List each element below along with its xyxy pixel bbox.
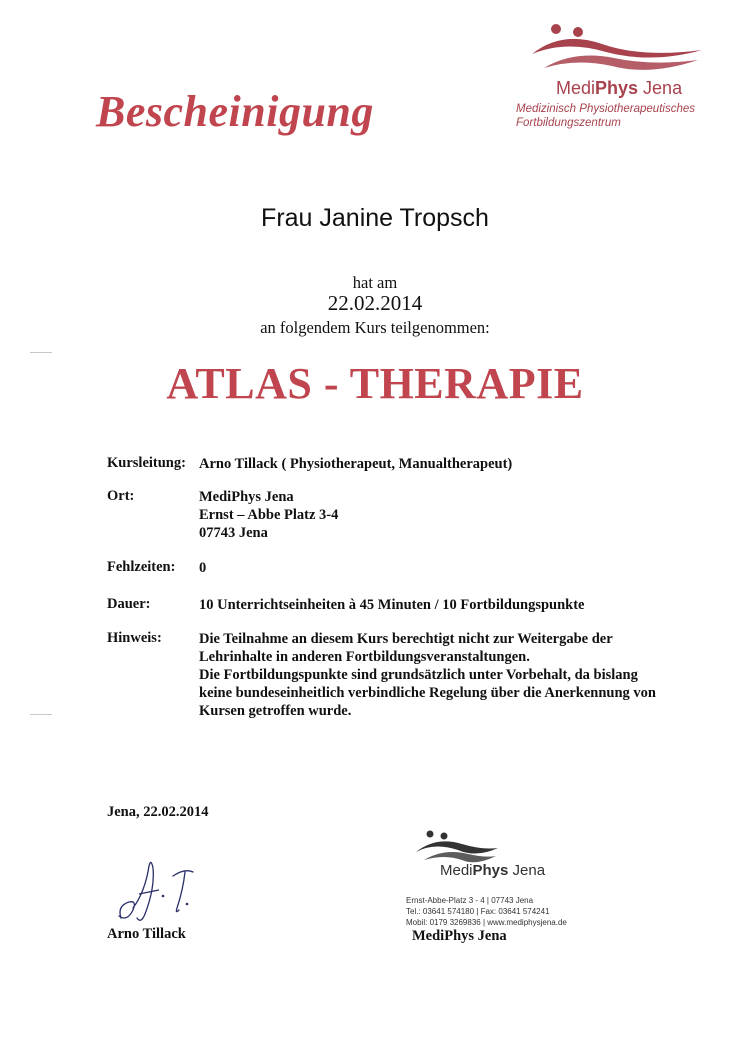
dauer-value: 10 Unterrichtseinheiten à 45 Minuten / 10 Fortbildungspunkte bbox=[199, 597, 585, 613]
signature bbox=[115, 852, 205, 931]
organization-name: MediPhys Jena bbox=[412, 928, 507, 944]
hinweis-value bbox=[199, 630, 699, 720]
fehlzeiten-value: 0 bbox=[199, 560, 207, 576]
course-date: 22.02.2014 bbox=[327, 291, 423, 315]
stamp-address: Ernst-Abbe-Platz 3 - 4 | 07743 Jena bbox=[406, 896, 534, 905]
mediphys-stamp-icon bbox=[410, 826, 500, 866]
ort-label: Ort: bbox=[107, 488, 135, 504]
stamp-contact bbox=[406, 895, 586, 928]
kursleitung-label: Kursleitung: bbox=[107, 455, 186, 471]
fehlzeiten-label: Fehlzeiten: bbox=[107, 559, 176, 575]
stamp-web: Mobil: 0179 3269836 | www.mediphysjena.de bbox=[406, 918, 567, 927]
hinweis-line: Kursen getroffen wurde. bbox=[199, 703, 352, 719]
stamp-phone: Tel.: 03641 574180 | Fax: 03641 574241 bbox=[406, 907, 550, 916]
hinweis-line: Die Fortbildungspunkte sind grundsätzlich unter Vorbehalt, da bislang bbox=[199, 667, 638, 683]
hinweis-line: Lehrinhalte in anderen Fortbildungsveranstaltungen. bbox=[199, 649, 530, 665]
mediphys-logo bbox=[510, 20, 730, 135]
ort-line: Ernst – Abbe Platz 3-4 bbox=[199, 507, 339, 523]
hinweis-line: keine bundeseinheitlich verbindliche Regelung über die Anerkennung von bbox=[199, 685, 656, 701]
dauer-label: Dauer: bbox=[107, 596, 151, 612]
margin-mark bbox=[30, 352, 52, 353]
hinweis-line: Die Teilnahme an diesem Kurs berechtigt nicht zur Weitergabe der bbox=[199, 631, 613, 647]
hinweis-label: Hinweis: bbox=[107, 630, 162, 646]
logo-name: MediPhys Jena bbox=[556, 78, 683, 98]
kursleitung-value: Arno Tillack ( Physiotherapeut, Manualtherapeut) bbox=[199, 456, 513, 472]
ort-line: MediPhys Jena bbox=[199, 489, 294, 505]
logo-subtitle: Medizinisch Physiotherapeutisches Fortbildungszentrum bbox=[516, 103, 695, 129]
mediphys-logo-icon bbox=[522, 20, 712, 78]
course-title: ATLAS - THERAPIE bbox=[166, 359, 584, 408]
place-date: Jena, 22.02.2014 bbox=[107, 804, 209, 820]
ort-value bbox=[199, 488, 699, 542]
recipient-name: Frau Janine Tropsch bbox=[261, 204, 489, 232]
participation-text: an folgendem Kurs teilgenommen: bbox=[260, 318, 490, 337]
document-title: Bescheinigung bbox=[96, 87, 374, 136]
stamp-name: MediPhys Jena bbox=[440, 862, 546, 879]
margin-mark bbox=[30, 714, 52, 715]
ort-line: 07743 Jena bbox=[199, 525, 268, 541]
signatory-name: Arno Tillack bbox=[107, 926, 186, 942]
hat-am-text: hat am bbox=[352, 273, 398, 292]
